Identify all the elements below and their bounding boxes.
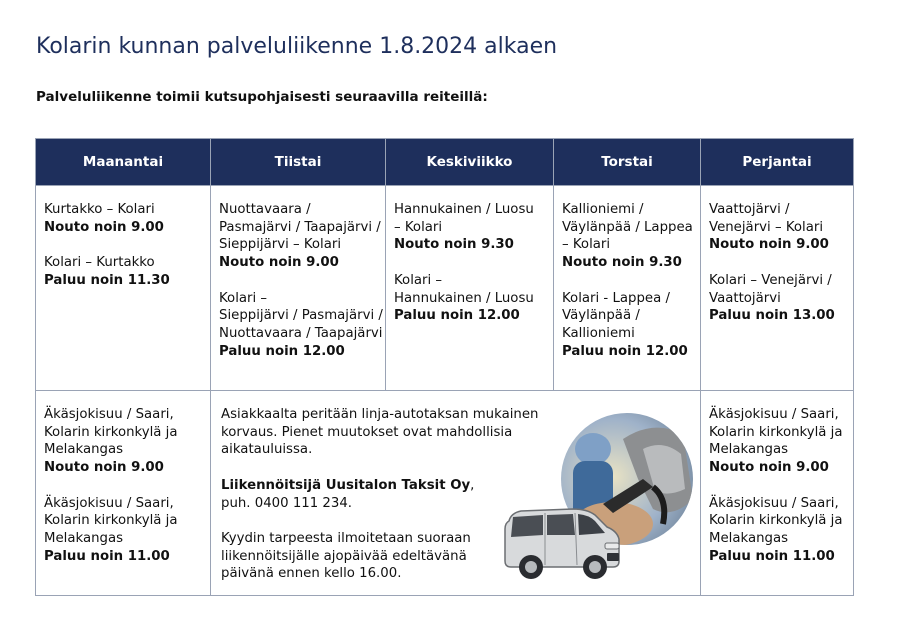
page-subtitle: Palveluliikenne toimii kutsupohjaisesti seuraavilla reiteillä: bbox=[36, 89, 488, 105]
pickup-time: Nouto noin 9.00 bbox=[44, 219, 164, 235]
route-line: Kolari - Lappea / bbox=[562, 290, 670, 306]
route-line: Sieppijärvi / Pasmajärvi / bbox=[219, 308, 383, 324]
route-line: Melakangas bbox=[709, 530, 789, 546]
pickup-time: Nouto noin 9.00 bbox=[709, 460, 829, 476]
route-line: Kurtakko – Kolari bbox=[44, 202, 155, 217]
info-cell bbox=[211, 391, 701, 596]
route-block bbox=[562, 290, 692, 361]
route-line: Kolarin kirkonkylä ja bbox=[44, 513, 178, 529]
route-block bbox=[562, 201, 692, 272]
route-line: Kolari – Kurtakko bbox=[44, 255, 155, 271]
route-block bbox=[394, 201, 545, 254]
route-line: – Kolari bbox=[562, 237, 611, 253]
info-line: Kyydin tarpeesta ilmoitetaan suoraan bbox=[221, 530, 471, 546]
route-cell-wednesday bbox=[386, 186, 554, 391]
route-line: Nuottavaara / bbox=[219, 202, 311, 217]
route-line: Hannukainen / Luosu bbox=[394, 290, 534, 306]
route-cell-tuesday bbox=[211, 186, 386, 391]
route-line: – Kolari bbox=[394, 219, 443, 235]
pickup-time: Nouto noin 9.00 bbox=[709, 237, 829, 253]
header-row bbox=[36, 139, 854, 186]
operator-name: Liikennöitsijä Uusitalon Taksit Oy bbox=[221, 477, 471, 493]
pickup-time: Nouto noin 9.30 bbox=[562, 255, 682, 271]
route-line: Melakangas bbox=[709, 442, 789, 458]
route-line: Venejärvi – Kolari bbox=[709, 219, 824, 235]
route-block bbox=[709, 201, 845, 254]
route-line: Äkäsjokisuu / Saari, bbox=[709, 495, 839, 511]
route-block bbox=[709, 406, 845, 477]
info-line: korvaus. Pienet muutokset ovat mahdollisia bbox=[221, 424, 513, 440]
operator-phone: puh. 0400 111 234. bbox=[221, 495, 353, 511]
day-header-wednesday: Keskiviikko bbox=[386, 139, 554, 186]
route-block bbox=[219, 201, 381, 272]
route-line: Vaattojärvi / bbox=[709, 202, 790, 217]
pickup-time: Nouto noin 9.30 bbox=[394, 237, 514, 253]
schedule-table bbox=[35, 138, 854, 596]
route-line: Sieppijärvi – Kolari bbox=[219, 237, 342, 253]
return-time: Paluu noin 11.00 bbox=[44, 548, 170, 564]
day-header-friday: Perjantai bbox=[701, 139, 854, 186]
route-line: Nuottavaara / Taapajärvi bbox=[219, 325, 383, 341]
return-time: Paluu noin 11.00 bbox=[709, 548, 835, 564]
route-line: Äkäsjokisuu / Saari, bbox=[44, 407, 174, 422]
return-time: Paluu noin 12.00 bbox=[219, 343, 345, 359]
route-line: Melakangas bbox=[44, 442, 124, 458]
route-line: Kolari – bbox=[219, 290, 268, 306]
table-row bbox=[36, 186, 854, 391]
route-line: Väylänpää / Lappea bbox=[562, 219, 693, 235]
route-cell-thursday bbox=[554, 186, 701, 391]
page-title: Kolarin kunnan palveluliikenne 1.8.2024 alkaen bbox=[36, 34, 558, 59]
route-line: Melakangas bbox=[44, 530, 124, 546]
route-block bbox=[394, 272, 545, 325]
pickup-time: Nouto noin 9.00 bbox=[44, 460, 164, 476]
return-time: Paluu noin 11.30 bbox=[44, 272, 170, 288]
route-block bbox=[709, 495, 845, 566]
route-line: Kallioniemi / bbox=[562, 202, 644, 217]
route-cell-friday bbox=[701, 186, 854, 391]
route-line: Pasmajärvi / Taapajärvi / bbox=[219, 219, 381, 235]
info-line: Asiakkaalta peritään linja-autotaksan mukainen bbox=[221, 407, 539, 422]
info-line: liikennöitsijälle ajopäivää edeltävänä bbox=[221, 548, 467, 564]
info-line: aikatauluissa. bbox=[221, 442, 313, 458]
route-line: Kolarin kirkonkylä ja bbox=[44, 424, 178, 440]
route-line: Vaattojärvi bbox=[709, 290, 781, 306]
day-header-monday: Maanantai bbox=[36, 139, 211, 186]
route-line: Kolarin kirkonkylä ja bbox=[709, 424, 843, 440]
return-time: Paluu noin 12.00 bbox=[394, 308, 520, 324]
route-block bbox=[44, 254, 202, 289]
route-line: Väylänpää / bbox=[562, 308, 640, 324]
route-block bbox=[44, 406, 202, 477]
route-cell-monday-village bbox=[36, 391, 211, 596]
info-line: päivänä ennen kello 16.00. bbox=[221, 566, 402, 582]
return-time: Paluu noin 12.00 bbox=[562, 343, 688, 359]
operator-suffix: , bbox=[470, 477, 475, 493]
day-header-thursday: Torstai bbox=[554, 139, 701, 186]
route-cell-monday bbox=[36, 186, 211, 391]
van-illustration bbox=[503, 409, 697, 587]
route-block bbox=[44, 495, 202, 566]
route-line: Kolarin kirkonkylä ja bbox=[709, 513, 843, 529]
route-block bbox=[219, 290, 383, 361]
table-row bbox=[36, 391, 854, 596]
route-block bbox=[44, 201, 202, 236]
route-cell-friday-village bbox=[701, 391, 854, 596]
route-line: Kallioniemi bbox=[562, 325, 635, 341]
route-line: Äkäsjokisuu / Saari, bbox=[709, 407, 839, 422]
route-block bbox=[709, 272, 845, 325]
route-line: Kolari – bbox=[394, 272, 443, 288]
route-line: Hannukainen / Luosu bbox=[394, 202, 534, 217]
return-time: Paluu noin 13.00 bbox=[709, 308, 835, 324]
route-line: Äkäsjokisuu / Saari, bbox=[44, 495, 174, 511]
route-line: Kolari – Venejärvi / bbox=[709, 272, 832, 288]
pickup-time: Nouto noin 9.00 bbox=[219, 255, 339, 271]
day-header-tuesday: Tiistai bbox=[211, 139, 386, 186]
